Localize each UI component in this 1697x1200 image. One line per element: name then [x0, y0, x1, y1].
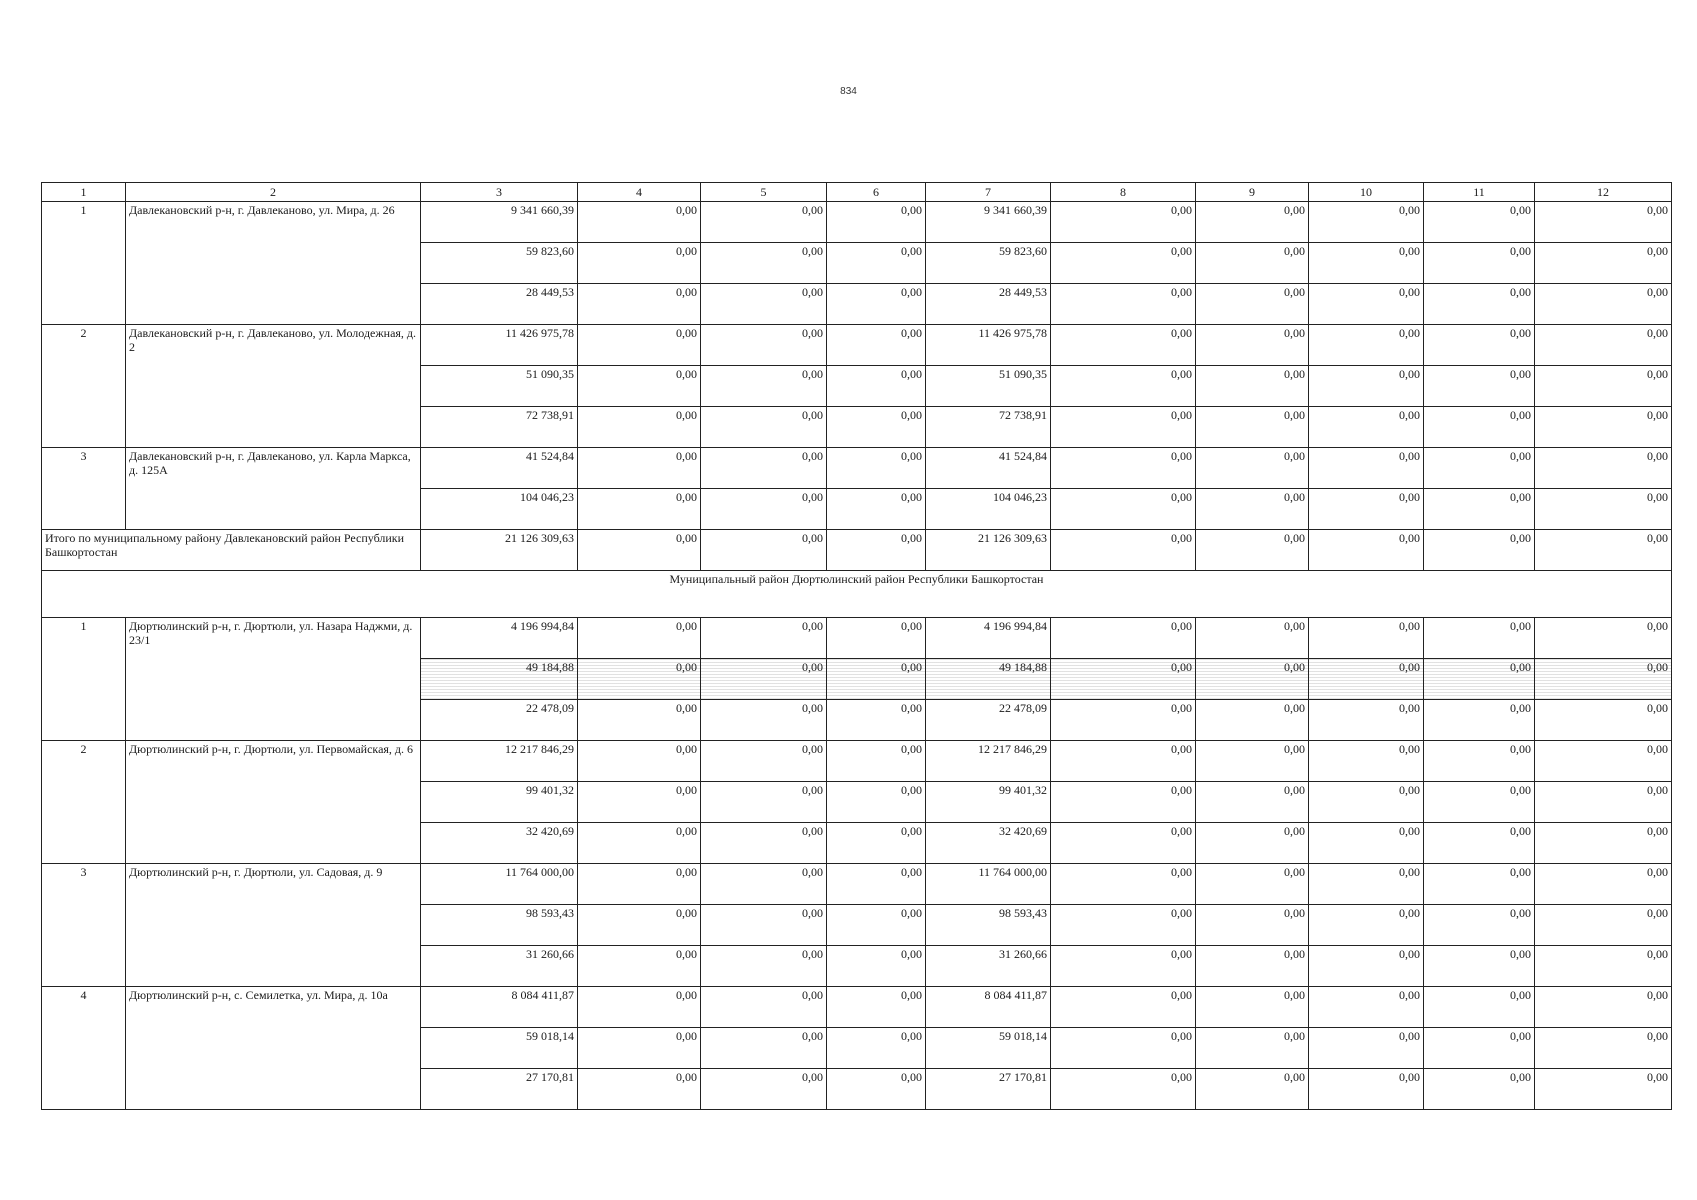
- header-row: [42, 183, 1672, 202]
- total-label: Итого по муниципальному району Давлекановский район Республики Башкортостан: [42, 530, 421, 571]
- column-header: 2: [126, 183, 421, 202]
- table-cell: 0,00: [1535, 284, 1672, 325]
- table-cell: 0,00: [1424, 618, 1535, 659]
- table-cell: 0,00: [701, 366, 827, 407]
- table-cell: 0,00: [701, 284, 827, 325]
- table-cell: 0,00: [1051, 489, 1196, 530]
- table-cell: 0,00: [1424, 530, 1535, 571]
- table-cell: 0,00: [578, 741, 701, 782]
- table-cell: 0,00: [1051, 618, 1196, 659]
- table-cell: 0,00: [1196, 700, 1309, 741]
- table-cell: 0,00: [1051, 946, 1196, 987]
- column-header: 7: [926, 183, 1051, 202]
- table-cell: 0,00: [1424, 905, 1535, 946]
- table-cell: 0,00: [1424, 243, 1535, 284]
- table-cell: 0,00: [1309, 700, 1424, 741]
- table-cell: 0,00: [1535, 864, 1672, 905]
- table-cell: 0,00: [578, 700, 701, 741]
- table-cell: 0,00: [1535, 1069, 1672, 1110]
- table-cell: 0,00: [578, 946, 701, 987]
- table-cell: 59 018,14: [926, 1028, 1051, 1069]
- table-cell: 0,00: [1424, 407, 1535, 448]
- table-cell: 0,00: [827, 741, 926, 782]
- table-cell: 0,00: [1309, 741, 1424, 782]
- table-cell: 0,00: [1424, 741, 1535, 782]
- table-row: [42, 987, 1672, 1028]
- table-cell: 0,00: [1535, 1028, 1672, 1069]
- data-table: [41, 182, 1672, 1110]
- table-cell: 0,00: [1535, 489, 1672, 530]
- table-cell: 0,00: [1196, 325, 1309, 366]
- table-cell: 0,00: [1196, 489, 1309, 530]
- table-cell: 0,00: [701, 905, 827, 946]
- table-cell: 0,00: [1051, 823, 1196, 864]
- table-cell: 0,00: [827, 987, 926, 1028]
- table-cell: 0,00: [701, 1069, 827, 1110]
- table-cell: 12 217 846,29: [421, 741, 578, 782]
- column-header: 11: [1424, 183, 1535, 202]
- table-cell: 0,00: [1051, 1069, 1196, 1110]
- table-cell: 0,00: [1051, 407, 1196, 448]
- table-cell: 27 170,81: [926, 1069, 1051, 1110]
- table-cell: 11 764 000,00: [926, 864, 1051, 905]
- table-cell: 0,00: [827, 366, 926, 407]
- table-cell: 11 426 975,78: [926, 325, 1051, 366]
- table-cell: 0,00: [1051, 243, 1196, 284]
- table-cell: 59 823,60: [421, 243, 578, 284]
- table-cell: 0,00: [1535, 530, 1672, 571]
- table-cell: 0,00: [1309, 782, 1424, 823]
- table-cell: 0,00: [1424, 202, 1535, 243]
- table-cell: 9 341 660,39: [926, 202, 1051, 243]
- table-cell: 0,00: [827, 243, 926, 284]
- column-header: 10: [1309, 183, 1424, 202]
- table-cell: 0,00: [1424, 284, 1535, 325]
- table-cell: 0,00: [1309, 407, 1424, 448]
- table-cell: 11 426 975,78: [421, 325, 578, 366]
- table-cell: 0,00: [1424, 946, 1535, 987]
- table-cell: 0,00: [701, 864, 827, 905]
- table-cell: 0,00: [578, 448, 701, 489]
- table-cell: 0,00: [701, 741, 827, 782]
- table-cell: 0,00: [1535, 905, 1672, 946]
- table-cell: 0,00: [701, 202, 827, 243]
- table-cell: 0,00: [827, 530, 926, 571]
- table-cell: 51 090,35: [421, 366, 578, 407]
- address-cell: Дюртюлинский р-н, г. Дюртюли, ул. Первомайская, д. 6: [126, 741, 421, 864]
- column-header: 4: [578, 183, 701, 202]
- table-cell: 0,00: [1309, 946, 1424, 987]
- address-cell: Давлекановский р-н, г. Давлеканово, ул. Карла Маркса, д. 125А: [126, 448, 421, 530]
- table-cell: 0,00: [701, 448, 827, 489]
- table-cell: 0,00: [1535, 987, 1672, 1028]
- table-cell: 0,00: [578, 905, 701, 946]
- table-cell: 0,00: [1535, 700, 1672, 741]
- table-cell: 0,00: [1051, 782, 1196, 823]
- table-cell: 0,00: [1196, 1028, 1309, 1069]
- table-cell: 0,00: [1196, 284, 1309, 325]
- table-cell: 0,00: [1051, 905, 1196, 946]
- table-cell: 21 126 309,63: [421, 530, 578, 571]
- table-cell: 0,00: [1424, 659, 1535, 700]
- table-cell: 0,00: [1196, 448, 1309, 489]
- table-cell: 0,00: [701, 489, 827, 530]
- table-cell: 0,00: [827, 618, 926, 659]
- table-cell: 0,00: [578, 659, 701, 700]
- table-cell: 0,00: [1051, 530, 1196, 571]
- table-row: [42, 864, 1672, 905]
- table-cell: 0,00: [578, 530, 701, 571]
- table-cell: 59 823,60: [926, 243, 1051, 284]
- table-cell: 0,00: [1196, 407, 1309, 448]
- table-cell: 0,00: [1309, 1028, 1424, 1069]
- table-cell: 0,00: [701, 700, 827, 741]
- table-cell: 0,00: [827, 489, 926, 530]
- table-row: [42, 741, 1672, 782]
- table-cell: 0,00: [1196, 987, 1309, 1028]
- table-cell: 0,00: [1535, 243, 1672, 284]
- table-cell: 0,00: [1424, 823, 1535, 864]
- table-cell: 0,00: [1535, 366, 1672, 407]
- table-cell: 0,00: [1535, 782, 1672, 823]
- table-cell: 0,00: [827, 864, 926, 905]
- table-cell: 0,00: [1051, 987, 1196, 1028]
- table-cell: 0,00: [1309, 905, 1424, 946]
- table-row: [42, 448, 1672, 489]
- table-cell: 0,00: [1196, 659, 1309, 700]
- row-number: 1: [42, 618, 126, 741]
- row-number: 1: [42, 202, 126, 325]
- column-header: 9: [1196, 183, 1309, 202]
- table-cell: 0,00: [1051, 864, 1196, 905]
- table-cell: 0,00: [1424, 700, 1535, 741]
- table-cell: 0,00: [1535, 659, 1672, 700]
- table-cell: 0,00: [1535, 823, 1672, 864]
- table-cell: 0,00: [827, 700, 926, 741]
- column-header: 1: [42, 183, 126, 202]
- column-header: 8: [1051, 183, 1196, 202]
- table-cell: 0,00: [1309, 659, 1424, 700]
- table-cell: 11 764 000,00: [421, 864, 578, 905]
- table-cell: 22 478,09: [421, 700, 578, 741]
- table-cell: 12 217 846,29: [926, 741, 1051, 782]
- column-header: 12: [1535, 183, 1672, 202]
- table-cell: 0,00: [1309, 284, 1424, 325]
- table-cell: 0,00: [701, 530, 827, 571]
- table-cell: 0,00: [827, 448, 926, 489]
- table-cell: 51 090,35: [926, 366, 1051, 407]
- table-cell: 0,00: [1196, 946, 1309, 987]
- table-cell: 98 593,43: [421, 905, 578, 946]
- table-cell: 0,00: [578, 202, 701, 243]
- row-number: 4: [42, 987, 126, 1110]
- table-cell: 0,00: [578, 243, 701, 284]
- column-header: 3: [421, 183, 578, 202]
- table-cell: 0,00: [578, 489, 701, 530]
- address-cell: Дюртюлинский р-н, с. Семилетка, ул. Мира, д. 10а: [126, 987, 421, 1110]
- table-cell: 0,00: [1309, 366, 1424, 407]
- table-cell: 0,00: [1535, 448, 1672, 489]
- table-cell: 0,00: [1196, 905, 1309, 946]
- row-number: 3: [42, 448, 126, 530]
- table-cell: 0,00: [1196, 1069, 1309, 1110]
- table-cell: 0,00: [1309, 448, 1424, 489]
- table-cell: 0,00: [701, 243, 827, 284]
- table-cell: 0,00: [701, 823, 827, 864]
- table-cell: 0,00: [1424, 1028, 1535, 1069]
- table-cell: 0,00: [1424, 782, 1535, 823]
- table-cell: 27 170,81: [421, 1069, 578, 1110]
- table-cell: 28 449,53: [926, 284, 1051, 325]
- table-row: [42, 618, 1672, 659]
- table-cell: 0,00: [1424, 489, 1535, 530]
- table-cell: 0,00: [1309, 202, 1424, 243]
- table-cell: 0,00: [578, 1028, 701, 1069]
- table-cell: 0,00: [701, 946, 827, 987]
- table-cell: 0,00: [1535, 946, 1672, 987]
- table-cell: 99 401,32: [926, 782, 1051, 823]
- table-cell: 0,00: [1051, 741, 1196, 782]
- table-cell: 0,00: [827, 659, 926, 700]
- address-cell: Давлекановский р-н, г. Давлеканово, ул. Молодежная, д. 2: [126, 325, 421, 448]
- table-cell: 49 184,88: [926, 659, 1051, 700]
- table-cell: 0,00: [1196, 864, 1309, 905]
- table-cell: 0,00: [1196, 741, 1309, 782]
- total-row: [42, 530, 1672, 571]
- table-cell: 0,00: [701, 407, 827, 448]
- table-cell: 0,00: [1424, 366, 1535, 407]
- table-cell: 0,00: [1309, 864, 1424, 905]
- table-cell: 0,00: [1309, 489, 1424, 530]
- table-cell: 0,00: [701, 618, 827, 659]
- table-cell: 99 401,32: [421, 782, 578, 823]
- table-cell: 0,00: [1424, 448, 1535, 489]
- table-cell: 0,00: [827, 905, 926, 946]
- table-cell: 0,00: [827, 202, 926, 243]
- table-cell: 0,00: [1051, 202, 1196, 243]
- address-cell: Давлекановский р-н, г. Давлеканово, ул. Мира, д. 26: [126, 202, 421, 325]
- table-cell: 0,00: [1051, 448, 1196, 489]
- table-cell: 0,00: [1535, 741, 1672, 782]
- table-cell: 32 420,69: [421, 823, 578, 864]
- column-header: 5: [701, 183, 827, 202]
- table-cell: 21 126 309,63: [926, 530, 1051, 571]
- district-header-row: [42, 571, 1672, 618]
- table-cell: 0,00: [1196, 782, 1309, 823]
- table-cell: 0,00: [578, 864, 701, 905]
- table-cell: 0,00: [578, 618, 701, 659]
- table-cell: 0,00: [1309, 1069, 1424, 1110]
- table-cell: 8 084 411,87: [421, 987, 578, 1028]
- table-cell: 0,00: [1051, 284, 1196, 325]
- table-cell: 0,00: [1535, 618, 1672, 659]
- table-cell: 0,00: [701, 782, 827, 823]
- table-cell: 0,00: [1051, 325, 1196, 366]
- table-cell: 0,00: [578, 284, 701, 325]
- table-cell: 0,00: [1051, 700, 1196, 741]
- table-cell: 98 593,43: [926, 905, 1051, 946]
- table-row: [42, 325, 1672, 366]
- data-table-container: [41, 182, 1671, 1110]
- page-number: 834: [840, 86, 857, 97]
- table-cell: 0,00: [578, 823, 701, 864]
- table-cell: 0,00: [1309, 530, 1424, 571]
- address-cell: Дюртюлинский р-н, г. Дюртюли, ул. Садовая, д. 9: [126, 864, 421, 987]
- table-cell: 0,00: [1309, 823, 1424, 864]
- table-cell: 0,00: [827, 407, 926, 448]
- table-cell: 0,00: [1196, 530, 1309, 571]
- table-cell: 31 260,66: [421, 946, 578, 987]
- table-cell: 0,00: [578, 366, 701, 407]
- table-cell: 0,00: [827, 946, 926, 987]
- address-cell: Дюртюлинский р-н, г. Дюртюли, ул. Назара Наджми, д. 23/1: [126, 618, 421, 741]
- table-cell: 0,00: [578, 325, 701, 366]
- table-cell: 0,00: [1051, 366, 1196, 407]
- table-cell: 32 420,69: [926, 823, 1051, 864]
- table-cell: 0,00: [1309, 618, 1424, 659]
- table-cell: 0,00: [827, 823, 926, 864]
- table-body-dyurtyulinsky: [42, 618, 1672, 1110]
- table-cell: 0,00: [1196, 366, 1309, 407]
- table-cell: 0,00: [1535, 407, 1672, 448]
- table-cell: 0,00: [1424, 864, 1535, 905]
- table-cell: 0,00: [827, 1069, 926, 1110]
- table-cell: 0,00: [1309, 325, 1424, 366]
- table-cell: 0,00: [578, 782, 701, 823]
- table-body-davlekanovsky: [42, 202, 1672, 530]
- row-number: 3: [42, 864, 126, 987]
- table-cell: 0,00: [578, 987, 701, 1028]
- table-cell: 49 184,88: [421, 659, 578, 700]
- table-cell: 0,00: [701, 1028, 827, 1069]
- table-cell: 0,00: [578, 1069, 701, 1110]
- table-cell: 0,00: [1196, 618, 1309, 659]
- table-cell: 0,00: [827, 782, 926, 823]
- table-cell: 0,00: [1535, 202, 1672, 243]
- district-title: Муниципальный район Дюртюлинский район Республики Башкортостан: [42, 571, 1672, 618]
- table-cell: 0,00: [701, 659, 827, 700]
- table-cell: 0,00: [1196, 243, 1309, 284]
- table-cell: 0,00: [1196, 202, 1309, 243]
- table-cell: 0,00: [1309, 243, 1424, 284]
- table-cell: 72 738,91: [926, 407, 1051, 448]
- table-cell: 0,00: [827, 325, 926, 366]
- table-cell: 0,00: [701, 987, 827, 1028]
- table-cell: 0,00: [1196, 823, 1309, 864]
- table-cell: 0,00: [827, 284, 926, 325]
- table-cell: 0,00: [1424, 325, 1535, 366]
- table-cell: 0,00: [1051, 659, 1196, 700]
- row-number: 2: [42, 741, 126, 864]
- table-cell: 41 524,84: [926, 448, 1051, 489]
- table-cell: 22 478,09: [926, 700, 1051, 741]
- table-cell: 104 046,23: [926, 489, 1051, 530]
- table-row: [42, 202, 1672, 243]
- table-cell: 72 738,91: [421, 407, 578, 448]
- row-number: 2: [42, 325, 126, 448]
- column-header: 6: [827, 183, 926, 202]
- table-cell: 0,00: [1051, 1028, 1196, 1069]
- table-cell: 0,00: [1424, 1069, 1535, 1110]
- table-cell: 0,00: [827, 1028, 926, 1069]
- table-body-totals: [42, 530, 1672, 618]
- table-cell: 31 260,66: [926, 946, 1051, 987]
- table-cell: 28 449,53: [421, 284, 578, 325]
- table-cell: 0,00: [1424, 987, 1535, 1028]
- table-cell: 0,00: [1535, 325, 1672, 366]
- table-cell: 9 341 660,39: [421, 202, 578, 243]
- table-cell: 0,00: [1309, 987, 1424, 1028]
- table-cell: 0,00: [701, 325, 827, 366]
- table-cell: 4 196 994,84: [421, 618, 578, 659]
- table-cell: 41 524,84: [421, 448, 578, 489]
- table-cell: 59 018,14: [421, 1028, 578, 1069]
- table-cell: 104 046,23: [421, 489, 578, 530]
- table-cell: 4 196 994,84: [926, 618, 1051, 659]
- table-cell: 0,00: [578, 407, 701, 448]
- table-cell: 8 084 411,87: [926, 987, 1051, 1028]
